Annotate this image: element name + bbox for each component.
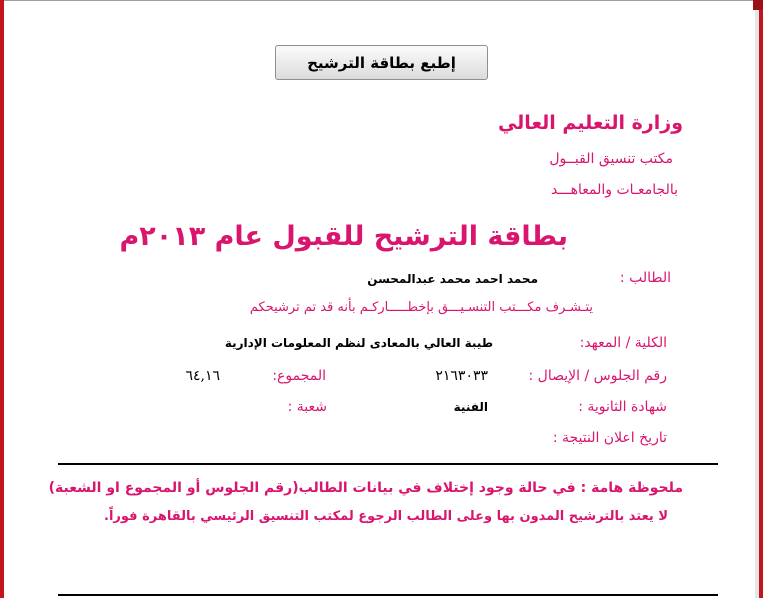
window-top-border: [0, 0, 763, 1]
office-line-2: بالجامعـات والمعاهـــد: [550, 182, 678, 198]
window-right-border: [759, 0, 763, 598]
branch-label: شعبة :: [287, 399, 327, 415]
student-label: الطالب :: [619, 270, 671, 286]
total-score-label: المجموع:: [272, 368, 326, 384]
divider-top: [58, 463, 718, 465]
result-date-label: تاريخ اعلان النتيجة :: [552, 430, 667, 446]
card-title: بطاقة الترشيح للقبول عام ٢٠١٣م: [119, 221, 568, 252]
window-left-border: [0, 0, 4, 598]
divider-bottom: [58, 594, 718, 596]
certificate-label: شهادة الثانوية :: [578, 399, 667, 415]
seat-number-value: ٢١٦٣٠٣٣: [435, 368, 488, 384]
important-note-line-1: ملحوظة هامة : في حالة وجود إختلاف في بيانات الطالب(رقم الجلوس أو المجموع او الشعبة): [48, 480, 683, 496]
window-corner: [753, 0, 763, 10]
office-line-1: مكتب تنسيق القبــول: [549, 151, 673, 167]
important-note-line-2: لا يعتد بالترشيح المدون بها وعلى الطالب الرجوع لمكتب التنسيق الرئيسي بالقاهرة فوراً.: [104, 509, 668, 524]
nomination-statement: يتـشـرف مكـــتب التنسـيـــق بإخطـــــاركـم بأنه قد تم ترشيحكم: [249, 300, 593, 315]
total-score-value: ٦٤,١٦: [185, 368, 220, 384]
certificate-value: الفنية: [453, 400, 488, 414]
student-name: محمد احمد محمد عبدالمحسن: [367, 272, 538, 286]
seat-number-label: رقم الجلوس / الإيصال :: [528, 368, 667, 384]
ministry-heading: وزارة التعليم العالي: [497, 112, 683, 134]
print-card-button[interactable]: إطبع بطاقة الترشيح: [275, 45, 488, 80]
college-value: طيبة العالي بالمعادى لنظم المعلومات الإدارية: [224, 336, 493, 350]
college-label: الكلية / المعهد:: [579, 335, 667, 351]
